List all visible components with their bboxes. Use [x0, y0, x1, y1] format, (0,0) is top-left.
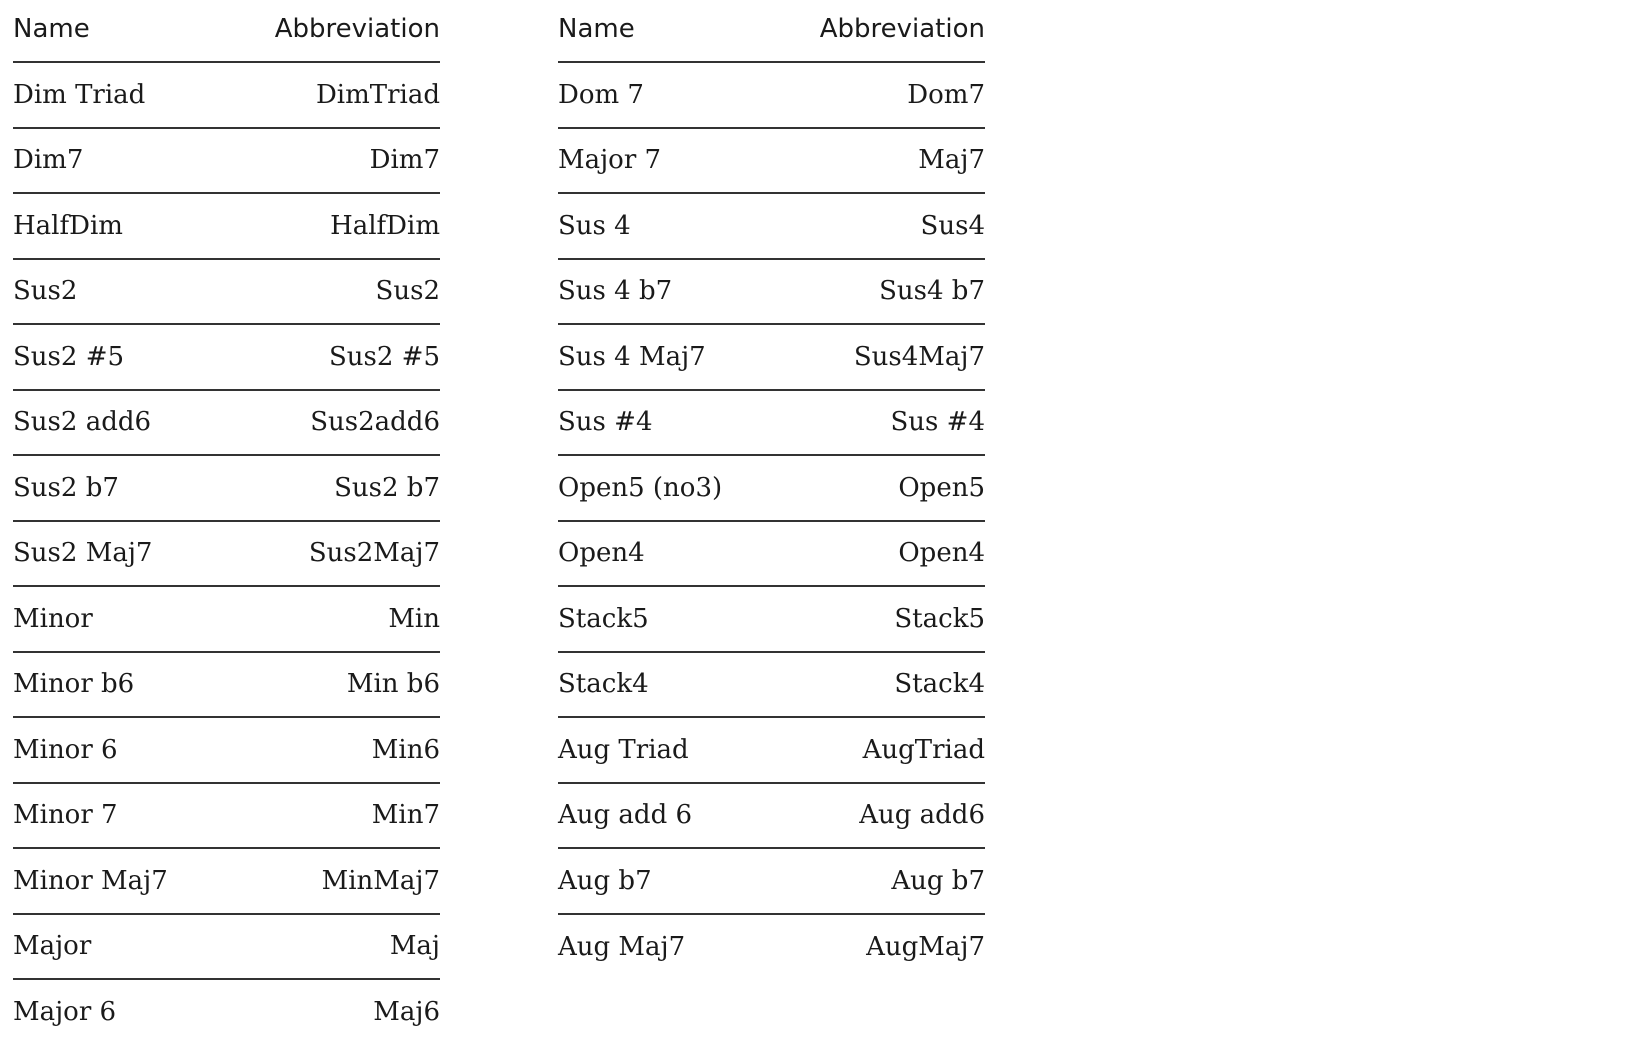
table-row — [558, 193, 985, 259]
chord-table-right — [558, 0, 985, 979]
chord-abbreviation-cell: Sus2add6 — [219, 390, 440, 456]
chord-abbreviation-cell: Stack5 — [771, 586, 985, 652]
chord-name-cell: Stack4 — [558, 652, 771, 718]
chord-abbreviation-cell: Maj6 — [373, 997, 440, 1028]
chord-abbreviation-cell: Sus4Maj7 — [771, 324, 985, 390]
chord-name-cell: Minor 6 — [13, 717, 219, 783]
column-header-name: Name — [558, 0, 771, 62]
chord-name-cell: Minor — [13, 586, 219, 652]
table-row — [558, 586, 985, 652]
table-row — [13, 848, 440, 914]
table-row — [13, 586, 440, 652]
chord-abbreviation-cell: HalfDim — [219, 193, 440, 259]
table-row — [13, 259, 440, 325]
chord-abbreviation-cell: Dim7 — [219, 128, 440, 194]
table-row — [13, 324, 440, 390]
chord-name-cell: Minor b6 — [13, 652, 219, 718]
chord-name-cell: Aug b7 — [558, 848, 771, 914]
table-row — [558, 914, 985, 980]
chord-abbreviation-cell: Maj — [219, 914, 440, 980]
chord-name-cell: Sus2 add6 — [13, 390, 219, 456]
chord-abbreviation-cell: AugTriad — [771, 717, 985, 783]
chord-name-cell: Major 7 — [558, 128, 771, 194]
chord-abbreviation-cell: Sus2Maj7 — [219, 521, 440, 587]
table-row — [558, 390, 985, 456]
table-row — [13, 455, 440, 521]
chord-abbreviation-cell: Sus2 #5 — [219, 324, 440, 390]
chord-name-cell: Aug add 6 — [558, 783, 771, 849]
chord-abbreviation-cell: Stack4 — [771, 652, 985, 718]
table-row — [558, 717, 985, 783]
chord-name-cell: Sus2 Maj7 — [13, 521, 219, 587]
chord-name-cell: Sus 4 b7 — [558, 259, 771, 325]
chord-name-cell: Sus #4 — [558, 390, 771, 456]
chord-abbreviation-cell: Sus4 b7 — [771, 259, 985, 325]
chord-abbreviation-cell: Aug add6 — [771, 783, 985, 849]
table-row — [13, 62, 440, 128]
chord-abbreviation-cell: Open5 — [771, 455, 985, 521]
chord-name-cell: Dim7 — [13, 128, 219, 194]
chord-abbreviation-cell: DimTriad — [219, 62, 440, 128]
chord-abbreviation-cell: Maj7 — [771, 128, 985, 194]
chord-name-cell: HalfDim — [13, 193, 219, 259]
table-row — [13, 521, 440, 587]
chord-abbreviation-cell: Min b6 — [219, 652, 440, 718]
table-row — [13, 652, 440, 718]
table-row — [13, 390, 440, 456]
table-row — [13, 717, 440, 783]
table-body — [13, 62, 440, 1045]
table-row — [558, 521, 985, 587]
table-row — [13, 193, 440, 259]
table-row — [13, 128, 440, 194]
table-row — [13, 914, 440, 980]
table-body — [558, 62, 985, 979]
table-row — [558, 259, 985, 325]
column-header-abbreviation: Abbreviation — [219, 0, 440, 62]
chord-abbreviation-cell: Sus #4 — [771, 390, 985, 456]
table-row — [558, 848, 985, 914]
chord-name-cell: Dom 7 — [558, 62, 771, 128]
table-row — [558, 128, 985, 194]
column-header-abbreviation: Abbreviation — [771, 0, 985, 62]
chord-abbreviation-cell: Open4 — [771, 521, 985, 587]
chord-name-cell: Sus2 #5 — [13, 324, 219, 390]
chord-name-cell: Sus 4 — [558, 193, 771, 259]
table-row — [13, 783, 440, 849]
chord-abbreviation-cell: Min — [219, 586, 440, 652]
column-header-name: Name — [13, 0, 219, 62]
table-row — [13, 979, 440, 1045]
chord-abbreviation-cell: Sus2 — [219, 259, 440, 325]
chord-abbreviation-cell: Min7 — [219, 783, 440, 849]
chord-name-cell: Minor 7 — [13, 783, 219, 849]
chord-name-cell: Minor Maj7 — [13, 848, 219, 914]
table-row — [558, 652, 985, 718]
chord-abbreviation-cell: Sus2 b7 — [219, 455, 440, 521]
table-header-row — [558, 0, 985, 62]
table-header-row — [13, 0, 440, 62]
chord-name-cell: Open5 (no3) — [558, 455, 771, 521]
chord-abbreviation-cell: Min6 — [219, 717, 440, 783]
chord-abbreviation-cell: MinMaj7 — [219, 848, 440, 914]
chord-name-cell: Aug Maj7 — [558, 931, 686, 962]
chord-name-cell: Major 6 — [13, 997, 117, 1028]
chord-table-left — [13, 0, 440, 1045]
chord-name-cell: Aug Triad — [558, 717, 771, 783]
table-row — [558, 455, 985, 521]
chord-name-cell: Open4 — [558, 521, 771, 587]
chord-name-cell: Sus2 — [13, 259, 219, 325]
chord-abbreviation-cell: Sus4 — [771, 193, 985, 259]
chord-abbreviation-cell: Aug b7 — [771, 848, 985, 914]
chord-name-cell: Sus 4 Maj7 — [558, 324, 771, 390]
chord-abbreviation-cell: Dom7 — [771, 62, 985, 128]
chord-name-cell: Major — [13, 914, 219, 980]
chord-name-cell: Dim Triad — [13, 62, 219, 128]
table-row — [558, 783, 985, 849]
chord-name-cell: Stack5 — [558, 586, 771, 652]
chord-abbreviation-cell: AugMaj7 — [866, 931, 985, 962]
table-row — [558, 62, 985, 128]
chord-name-cell: Sus2 b7 — [13, 455, 219, 521]
table-row — [558, 324, 985, 390]
